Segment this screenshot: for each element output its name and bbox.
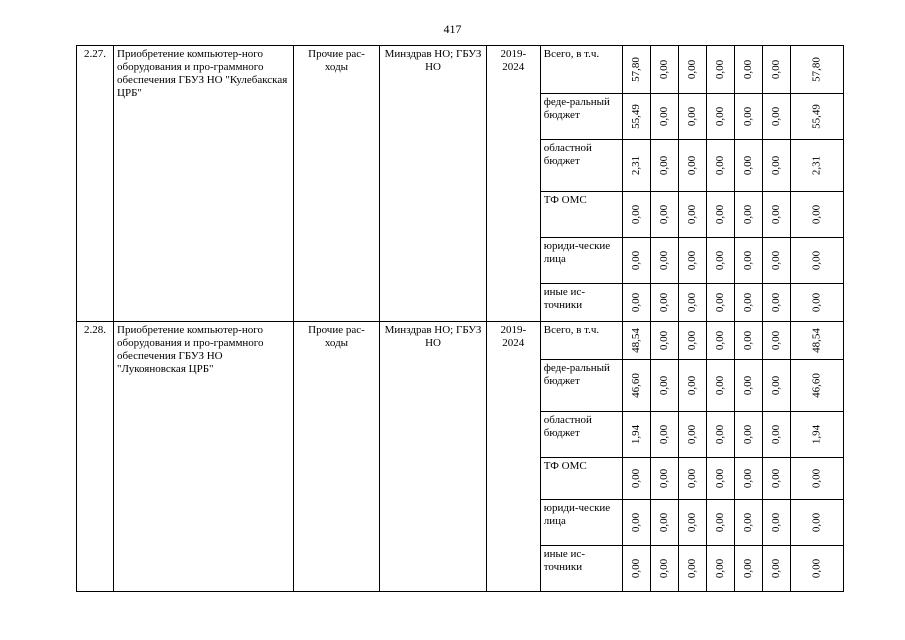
expense-type: Прочие рас-ходы — [293, 322, 379, 592]
value-text: 0,00 — [629, 292, 642, 313]
value-text: 0,00 — [713, 292, 726, 313]
funding-year-value — [622, 238, 650, 284]
funding-source-label: ТФ ОМС — [540, 458, 622, 500]
funding-source-label: юриди-ческие лица — [540, 238, 622, 284]
funding-source-label: феде-ральный бюджет — [540, 94, 622, 140]
funding-year-value — [763, 322, 791, 360]
value-text: 0,00 — [685, 59, 698, 80]
value-text: 0,00 — [810, 558, 823, 579]
value-text: 0,00 — [770, 375, 783, 396]
value-text: 0,00 — [685, 558, 698, 579]
funding-year-value — [734, 140, 762, 192]
value-text: 46,60 — [810, 373, 823, 398]
funding-year-value — [678, 284, 706, 322]
value-text: 0,00 — [770, 468, 783, 489]
value-text: 0,00 — [770, 512, 783, 533]
value-text: 0,00 — [770, 155, 783, 176]
item-name: Приобретение компьютер-ного оборудования и про-граммного обеспечения ГБУЗ НО "Кулебакская ЦРБ" — [114, 46, 294, 322]
funding-year-value — [678, 412, 706, 458]
funding-year-value — [622, 322, 650, 360]
funding-year-value — [706, 546, 734, 592]
funding-year-value — [734, 412, 762, 458]
funding-year-value — [763, 412, 791, 458]
value-text: 0,00 — [742, 512, 754, 533]
value-text: 0,00 — [770, 558, 783, 579]
funding-total-value — [791, 360, 844, 412]
value-text: 0,00 — [657, 106, 670, 127]
value-text: 0,00 — [742, 558, 754, 579]
value-text: 0,00 — [810, 250, 823, 271]
value-text: 0,00 — [770, 330, 783, 351]
funding-year-value — [650, 284, 678, 322]
funding-source-label: феде-ральный бюджет — [540, 360, 622, 412]
value-text: 0,00 — [657, 468, 670, 489]
executor: Минздрав НО; ГБУЗ НО — [380, 46, 487, 322]
program-table — [76, 45, 844, 592]
funding-year-value — [650, 412, 678, 458]
funding-year-value — [734, 238, 762, 284]
funding-year-value — [734, 500, 762, 546]
funding-year-value — [678, 192, 706, 238]
funding-year-value — [650, 94, 678, 140]
value-text: 0,00 — [810, 292, 823, 313]
funding-year-value — [650, 192, 678, 238]
funding-year-value — [763, 192, 791, 238]
value-text: 0,00 — [685, 106, 698, 127]
value-text: 0,00 — [685, 250, 698, 271]
funding-year-value — [706, 322, 734, 360]
expense-type: Прочие рас-ходы — [293, 46, 379, 322]
funding-year-value — [734, 322, 762, 360]
funding-total-value — [791, 500, 844, 546]
funding-year-value — [622, 412, 650, 458]
value-text: 0,00 — [713, 512, 726, 533]
value-text: 0,00 — [657, 330, 670, 351]
value-text: 46,60 — [629, 373, 642, 398]
value-text: 0,00 — [657, 59, 670, 80]
funding-year-value — [706, 140, 734, 192]
value-text: 0,00 — [713, 106, 726, 127]
funding-year-value — [734, 192, 762, 238]
funding-year-value — [650, 322, 678, 360]
funding-year-value — [622, 360, 650, 412]
funding-year-value — [763, 284, 791, 322]
funding-year-value — [706, 238, 734, 284]
value-text: 0,00 — [713, 250, 726, 271]
value-text: 0,00 — [685, 155, 698, 176]
table-row — [77, 46, 844, 94]
funding-year-value — [678, 322, 706, 360]
funding-year-value — [650, 500, 678, 546]
funding-year-value — [622, 500, 650, 546]
funding-year-value — [650, 238, 678, 284]
funding-total-value — [791, 238, 844, 284]
funding-source-label: Всего, в т.ч. — [540, 46, 622, 94]
funding-year-value — [763, 46, 791, 94]
funding-year-value — [734, 94, 762, 140]
funding-year-value — [706, 458, 734, 500]
funding-total-value — [791, 546, 844, 592]
value-text: 0,00 — [770, 292, 783, 313]
funding-year-value — [650, 458, 678, 500]
executor: Минздрав НО; ГБУЗ НО — [380, 322, 487, 592]
funding-year-value — [678, 94, 706, 140]
funding-year-value — [678, 546, 706, 592]
funding-year-value — [763, 94, 791, 140]
value-text: 0,00 — [657, 204, 670, 225]
page-number: 417 — [443, 22, 462, 36]
value-text: 0,00 — [629, 204, 642, 225]
funding-year-value — [734, 360, 762, 412]
value-text: 0,00 — [810, 468, 823, 489]
funding-year-value — [706, 360, 734, 412]
value-text: 0,00 — [742, 106, 754, 127]
funding-year-value — [763, 546, 791, 592]
value-text: 0,00 — [657, 155, 670, 176]
funding-source-label: юриди-ческие лица — [540, 500, 622, 546]
funding-total-value — [791, 284, 844, 322]
funding-year-value — [763, 360, 791, 412]
item-number: 2.28. — [77, 322, 114, 592]
value-text: 0,00 — [742, 59, 754, 80]
value-text: 0,00 — [770, 204, 783, 225]
funding-total-value — [791, 322, 844, 360]
value-text: 0,00 — [742, 468, 754, 489]
funding-year-value — [763, 458, 791, 500]
value-text: 48,54 — [810, 328, 823, 353]
funding-total-value — [791, 412, 844, 458]
funding-source-label: иные ис-точники — [540, 546, 622, 592]
value-text: 57,80 — [810, 57, 823, 82]
funding-year-value — [678, 458, 706, 500]
value-text: 0,00 — [713, 375, 726, 396]
funding-year-value — [650, 46, 678, 94]
value-text: 0,00 — [685, 512, 698, 533]
value-text: 2,31 — [810, 155, 823, 176]
funding-year-value — [678, 238, 706, 284]
funding-total-value — [791, 94, 844, 140]
table-row — [77, 322, 844, 360]
funding-year-value — [622, 94, 650, 140]
period: 2019-2024 — [486, 46, 540, 322]
value-text: 0,00 — [770, 424, 783, 445]
item-name: Приобретение компьютер-ного оборудования и про-граммного обеспечения ГБУЗ НО "Лукояновская ЦРБ" — [114, 322, 294, 592]
value-text: 0,00 — [713, 468, 726, 489]
value-text: 55,49 — [629, 104, 642, 129]
funding-year-value — [622, 46, 650, 94]
funding-year-value — [622, 458, 650, 500]
value-text: 2,31 — [629, 155, 642, 176]
value-text: 0,00 — [657, 250, 670, 271]
value-text: 0,00 — [629, 558, 642, 579]
value-text: 0,00 — [742, 250, 754, 271]
value-text: 0,00 — [629, 512, 642, 533]
value-text: 0,00 — [685, 375, 698, 396]
funding-year-value — [706, 284, 734, 322]
funding-total-value — [791, 140, 844, 192]
value-text: 0,00 — [742, 204, 754, 225]
funding-year-value — [734, 458, 762, 500]
value-text: 0,00 — [810, 204, 823, 225]
value-text: 0,00 — [713, 204, 726, 225]
value-text: 0,00 — [742, 424, 754, 445]
value-text: 0,00 — [770, 250, 783, 271]
funding-year-value — [650, 140, 678, 192]
value-text: 0,00 — [629, 250, 642, 271]
funding-source-label: иные ис-точники — [540, 284, 622, 322]
value-text: 0,00 — [810, 512, 823, 533]
value-text: 0,00 — [713, 330, 726, 351]
funding-year-value — [650, 360, 678, 412]
value-text: 0,00 — [713, 155, 726, 176]
funding-year-value — [706, 192, 734, 238]
funding-year-value — [622, 140, 650, 192]
funding-year-value — [650, 546, 678, 592]
value-text: 0,00 — [713, 59, 726, 80]
value-text: 0,00 — [770, 59, 783, 80]
funding-source-label: ТФ ОМС — [540, 192, 622, 238]
value-text: 0,00 — [657, 512, 670, 533]
value-text: 48,54 — [629, 328, 642, 353]
value-text: 57,80 — [629, 57, 642, 82]
value-text: 0,00 — [657, 375, 670, 396]
item-number: 2.27. — [77, 46, 114, 322]
funding-year-value — [622, 192, 650, 238]
value-text: 0,00 — [685, 292, 698, 313]
period: 2019-2024 — [486, 322, 540, 592]
value-text: 0,00 — [685, 204, 698, 225]
value-text: 0,00 — [713, 558, 726, 579]
funding-total-value — [791, 192, 844, 238]
value-text: 0,00 — [742, 292, 754, 313]
value-text: 0,00 — [657, 558, 670, 579]
funding-year-value — [706, 500, 734, 546]
value-text: 55,49 — [810, 104, 823, 129]
funding-year-value — [678, 500, 706, 546]
funding-year-value — [734, 546, 762, 592]
value-text: 0,00 — [685, 330, 698, 351]
value-text: 1,94 — [810, 424, 823, 445]
funding-year-value — [622, 546, 650, 592]
funding-source-label: областной бюджет — [540, 140, 622, 192]
value-text: 0,00 — [742, 155, 754, 176]
value-text: 0,00 — [657, 292, 670, 313]
funding-year-value — [678, 140, 706, 192]
funding-source-label: Всего, в т.ч. — [540, 322, 622, 360]
funding-total-value — [791, 46, 844, 94]
value-text: 0,00 — [742, 330, 754, 351]
funding-year-value — [734, 46, 762, 94]
funding-year-value — [678, 46, 706, 94]
value-text: 0,00 — [629, 468, 642, 489]
funding-year-value — [706, 412, 734, 458]
funding-year-value — [678, 360, 706, 412]
value-text: 0,00 — [742, 375, 754, 396]
value-text: 0,00 — [685, 424, 698, 445]
funding-year-value — [763, 238, 791, 284]
funding-year-value — [706, 46, 734, 94]
value-text: 0,00 — [657, 424, 670, 445]
funding-year-value — [706, 94, 734, 140]
funding-year-value — [763, 140, 791, 192]
funding-year-value — [763, 500, 791, 546]
funding-year-value — [734, 284, 762, 322]
value-text: 0,00 — [770, 106, 783, 127]
value-text: 1,94 — [629, 424, 642, 445]
value-text: 0,00 — [713, 424, 726, 445]
funding-total-value — [791, 458, 844, 500]
value-text: 0,00 — [685, 468, 698, 489]
funding-year-value — [622, 284, 650, 322]
funding-source-label: областной бюджет — [540, 412, 622, 458]
